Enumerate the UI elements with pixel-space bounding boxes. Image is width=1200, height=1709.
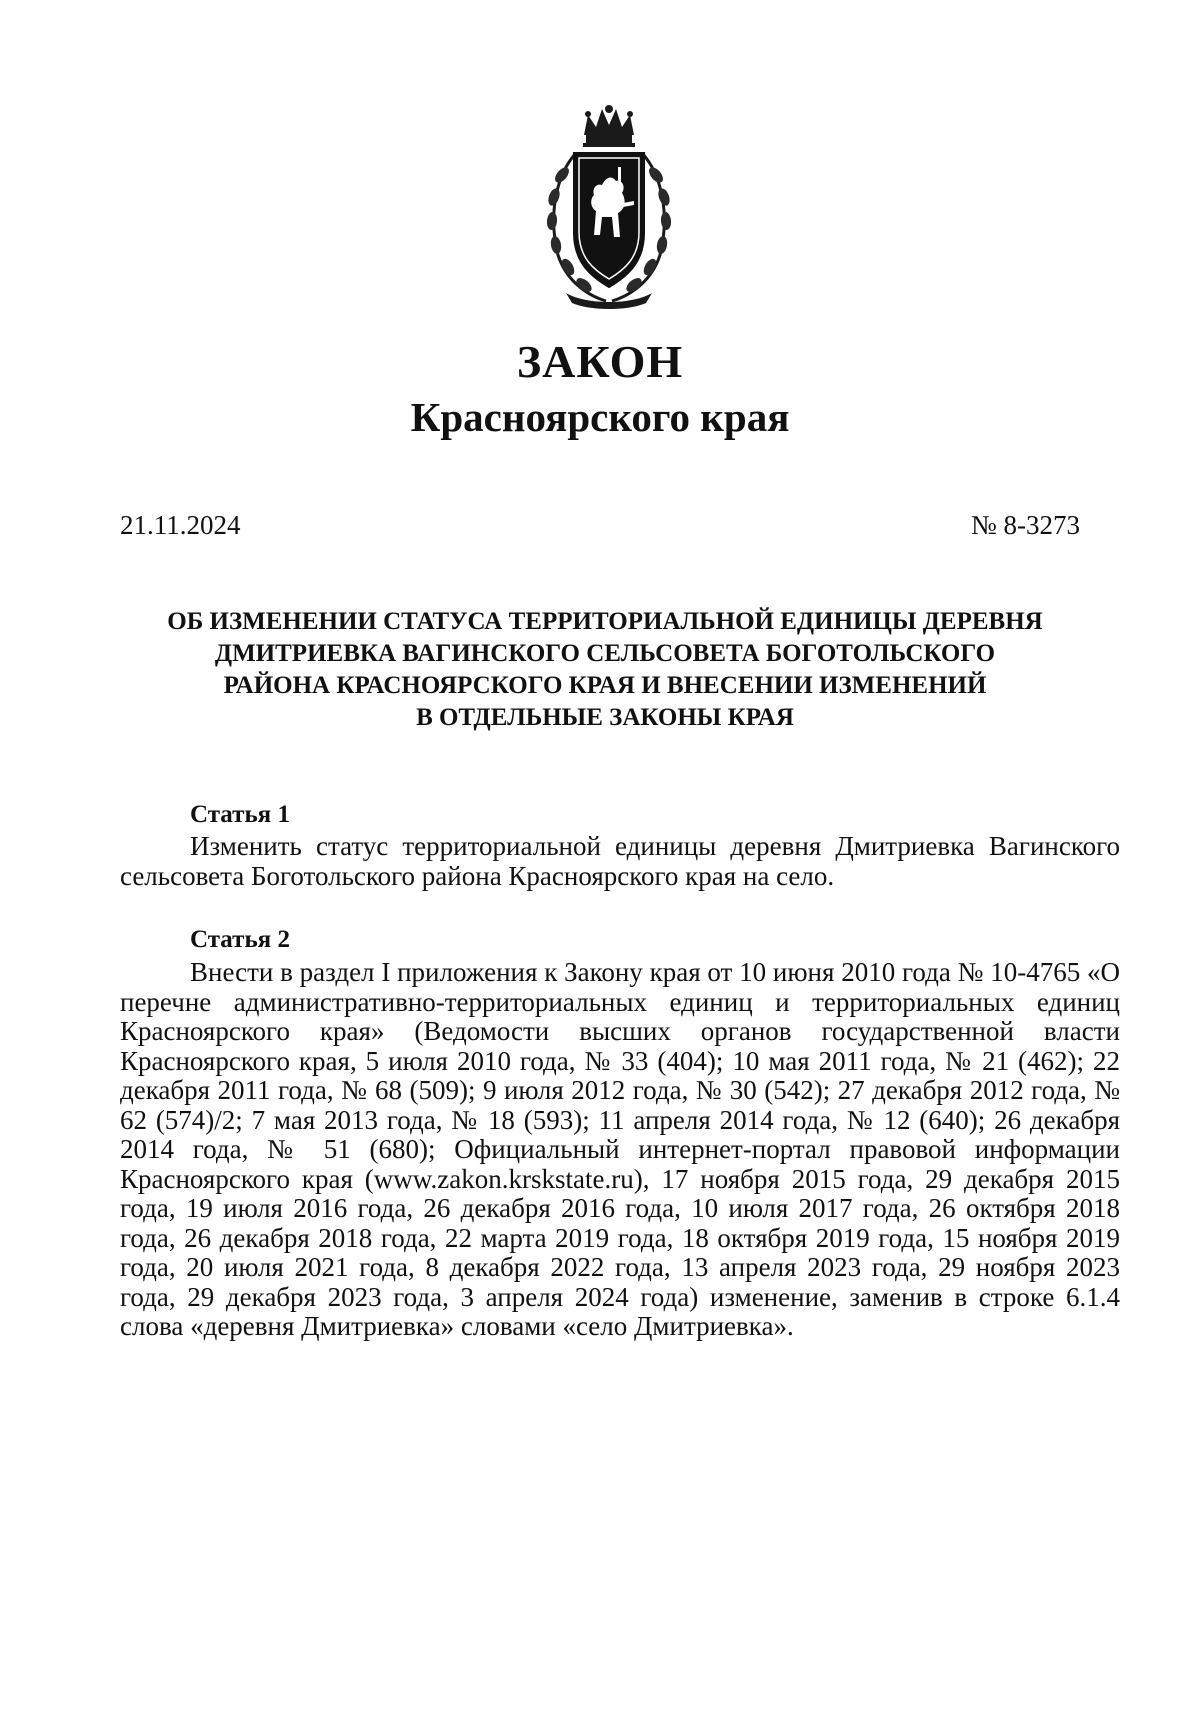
heading-line: ОБ ИЗМЕНЕНИИ СТАТУСА ТЕРРИТОРИАЛЬНОЙ ЕДИНИЦЫ ДЕРЕВНЯ (167, 608, 1043, 635)
law-number: № 8-3273 (970, 510, 1080, 540)
heading-line: РАЙОНА КРАСНОЯРСКОГО КРАЯ И ВНЕСЕНИИ ИЗМЕНЕНИЙ (223, 672, 987, 699)
law-heading (110, 606, 1100, 734)
document-type-title: ЗАКОН (516, 336, 684, 387)
heading-line: В ОТДЕЛЬНЫЕ ЗАКОНЫ КРАЯ (416, 704, 794, 731)
heading-line: ДМИТРИЕВКА ВАГИНСКОГО СЕЛЬСОВЕТА БОГОТОЛЬСКОГО (214, 640, 996, 667)
issuer-subtitle: Красноярского края (410, 394, 790, 440)
coat-of-arms-emblem (536, 105, 682, 310)
article-1-text: Изменить статус территориальной единицы деревня Дмитриевка Вагинского сельсовета Боготольского района Красноярского края на село. (120, 831, 1120, 891)
article-2-title: Статья 2 (190, 926, 290, 953)
adoption-date: 21.11.2024 (120, 510, 241, 540)
article-1-title: Статья 1 (190, 801, 290, 828)
article-2-text: Внести в раздел I приложения к Закону края от 10 июня 2010 года № 10-4765 «О перечне административно-территориальных единиц и территориальных единиц Красноярского края» (Ведомости высших органов государственной власти Красноярского края, 5 июля 2010 года, № 33 (404); 10 мая 2011 года, № 21 (462); 22 декабря 2011 года, № 68 (509); 9 июля 2012 года, № 30 (542); 27 декабря 2012 года, № 62 (574)/2; 7 мая 2013 года, № 18 (593); 11 апреля 2014 года, № 12 (640); 26 декабря 2014 года, № 51 (680); Официальный интернет-портал правовой информации Красноярского края (www.zakon.krskstate.ru), 17 ноября 2015 года, 29 декабря 2015 года, 19 июля 2016 года, 26 декабря 2016 года, 10 июля 2017 года, 26 октября 2018 года, 26 декабря 2018 года, 22 марта 2019 года, 18 октября 2019 года, 15 ноября 2019 года, 20 июля 2021 года, 8 декабря 2022 года, 13 апреля 2023 года, 29 ноября 2023 года, 29 декабря 2023 года, 3 апреля 2024 года) изменение, заменив в строке 6.1.4 слова «деревня Дмитриевка» словами «село Дмитриевка». (120, 957, 1120, 1341)
